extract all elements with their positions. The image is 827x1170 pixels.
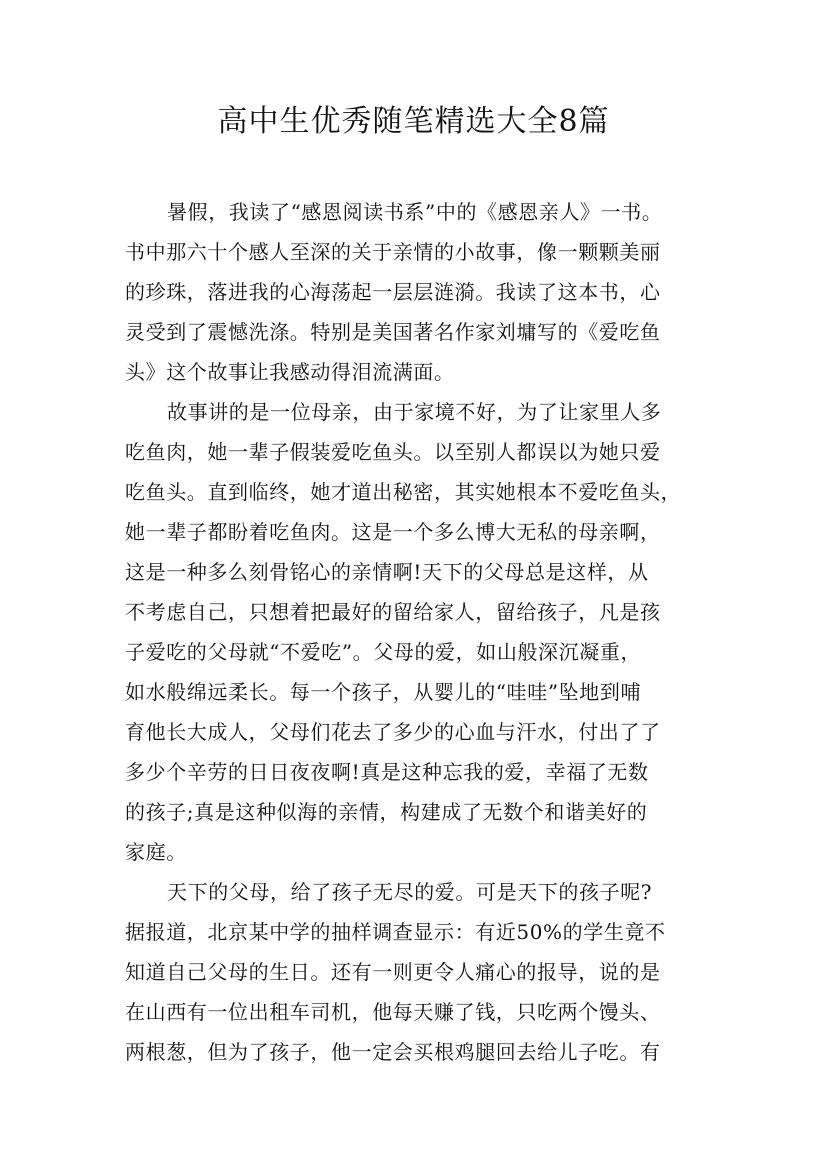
text-line: 子爱吃的父母就“不爱吃”。父母的爱，如山般深沉凝重， (125, 640, 642, 664)
text-line: 天下的父母，给了孩子无尽的爱。可是天下的孩子呢? (167, 880, 653, 904)
document-title: 高中生优秀随笔精选大全8篇 (217, 104, 610, 139)
document-body (125, 192, 705, 1072)
text-line: 头》这个故事让我感动得泪流满面。 (125, 360, 455, 384)
paragraph (125, 192, 705, 392)
text-line: 的孩子;真是这种似海的亲情，构建成了无数个和谐美好的 (125, 800, 648, 824)
text-line: 书中那六十个感人至深的关于亲情的小故事，像一颗颗美丽 (125, 240, 661, 264)
text-line: 她一辈子都盼着吃鱼肉。这是一个多么博大无私的母亲啊， (125, 520, 661, 544)
text-line: 吃鱼头。直到临终，她才道出秘密，其实她根本不爱吃鱼头， (125, 480, 682, 504)
text-line: 在山西有一位出租车司机，他每天赚了钱，只吃两个馒头、 (125, 1000, 661, 1024)
text-line: 暑假，我读了“感恩阅读书系”中的《感恩亲人》一书。 (167, 200, 663, 224)
paragraph (125, 872, 705, 1072)
text-line: 这是一种多么刻骨铭心的亲情啊!天下的父母总是这样，从 (125, 560, 649, 584)
text-line: 多少个辛劳的日日夜夜啊!真是这种忘我的爱，幸福了无数 (125, 760, 649, 784)
text-line: 如水般绵远柔长。每一个孩子，从婴儿的“哇哇”坠地到哺 (125, 680, 642, 704)
text-line: 的珍珠，落进我的心海荡起一层层涟漪。我读了这本书，心 (125, 280, 661, 304)
text-line: 据报道，北京某中学的抽样调查显示：有近50%的学生竟不 (125, 920, 666, 944)
text-line: 灵受到了震憾洗涤。特别是美国著名作家刘墉写的《爱吃鱼 (125, 320, 661, 344)
text-line: 不考虑自己，只想着把最好的留给家人，留给孩子，凡是孩 (125, 600, 661, 624)
text-line: 故事讲的是一位母亲，由于家境不好，为了让家里人多 (167, 400, 662, 424)
text-line: 知道自己父母的生日。还有一则更令人痛心的报导，说的是 (125, 960, 661, 984)
text-line: 两根葱，但为了孩子，他一定会买根鸡腿回去给儿子吃。有 (125, 1040, 661, 1064)
text-line: 家庭。 (125, 840, 187, 864)
paragraph (125, 392, 705, 872)
text-line: 吃鱼肉，她一辈子假装爱吃鱼头。以至别人都误以为她只爱 (125, 440, 661, 464)
text-line: 育他长大成人，父母们花去了多少的心血与汗水，付出了了 (125, 720, 661, 744)
